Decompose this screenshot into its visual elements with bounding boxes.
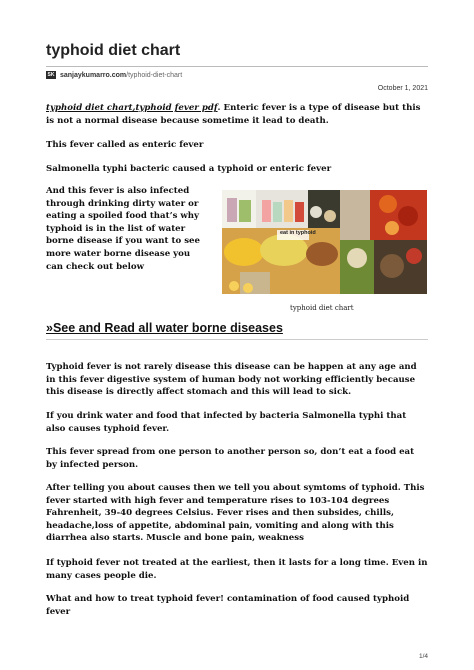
- see-more-link[interactable]: »See and Read all water borne diseases: [46, 321, 283, 335]
- paragraph-infected: And this fever is also infected through drinking dirty water or eating a spoiled food that’s why typhoid is in the list of water borne disease if you want to see more water borne disease you can check out below: [46, 186, 200, 272]
- site-logo-icon: SK: [47, 72, 55, 78]
- paragraph-enteric: This fever called as enteric fever: [46, 140, 204, 150]
- section-divider: [46, 339, 428, 340]
- intro-paragraph: [46, 102, 428, 127]
- image-caption: typhoid diet chart: [290, 304, 354, 312]
- paragraph-untreated: If typhoid fever not treated at the earliest, then it lasts for a long time. Even in many cases people die.: [46, 558, 428, 581]
- paragraph-treatment: What and how to treat typhoid fever! contamination of food caused typhoid fever: [46, 594, 410, 617]
- page-title: typhoid diet chart: [46, 42, 181, 59]
- publish-date: October 1, 2021: [377, 85, 428, 92]
- paragraph-spread: This fever spread from one person to another person so, don’t eat a food eat by infected person.: [46, 447, 415, 470]
- collage-graphic: [222, 190, 427, 294]
- paragraph-salmonella: Salmonella typhi bacteric caused a typhoid or enteric fever: [46, 164, 332, 174]
- source-line: [46, 71, 182, 79]
- intro-link[interactable]: typhoid diet chart,typhoid fever pdf: [46, 103, 218, 113]
- typhoid-diet-collage-image: [222, 190, 427, 294]
- collage-overlay-text: eat in typhoid: [280, 230, 316, 236]
- paragraph-infected-water: If you drink water and food that infected by bacteria Salmonella typhi that also causes typhoid fever.: [46, 411, 407, 434]
- source-domain[interactable]: sanjaykumarro.com: [60, 71, 127, 79]
- title-divider: [46, 66, 428, 67]
- page-number: 1/4: [418, 653, 428, 660]
- source-url[interactable]: [60, 72, 182, 79]
- intro-text: . Enteric fever is a type of disease but this is not a normal disease because sometime it lead to death.: [46, 103, 421, 126]
- paragraph-symptoms: After telling you about causes then we tell you about symtoms of typhoid. This fever started with high fever and temperature rises to 103-104 degrees Fahrenheit, 39-40 degrees Celsius. Fever rises and then subsides, chills, headache,loss of appetite, abdominal pain, vomiting and along with this diarrhea also starts. Muscle and bone pain, weakness: [46, 483, 425, 544]
- source-path[interactable]: /typhoid-diet-chart: [126, 71, 183, 79]
- paragraph-digestive: Typhoid fever is not rarely disease this disease can be happen at any age and in this fever digestive system of human body not working efficiently because this disease is directly affect stomach and this will lead to sick.: [46, 362, 417, 398]
